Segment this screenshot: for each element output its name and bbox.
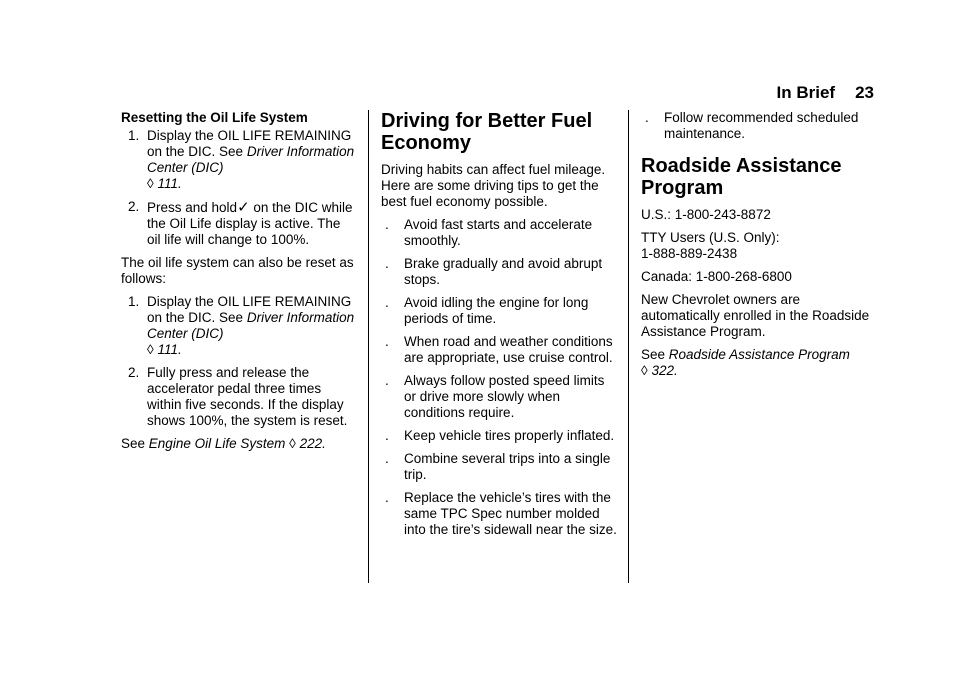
phone-tty: TTY Users (U.S. Only): 1-888-889-2438 bbox=[641, 230, 780, 261]
list-item: . Brake gradually and avoid abrupt stops. bbox=[385, 256, 603, 287]
tips-list bbox=[381, 217, 617, 538]
step-text: Display the OIL LIFE REMAINING on the DIC. See bbox=[147, 294, 352, 325]
ref-symbol-icon: ◊ bbox=[147, 176, 154, 191]
list-item: . Always follow posted speed limits or drive more slowly when conditions require. bbox=[385, 373, 605, 420]
list-item: . Combine several trips into a single trip. bbox=[385, 451, 611, 482]
list-item bbox=[121, 365, 357, 429]
step-text: on the DIC while the Oil Life display is active. The oil life will change to 100%. bbox=[147, 200, 353, 247]
phone-us: U.S.: 1-800-243-8872 bbox=[641, 207, 771, 222]
step-number: 1. bbox=[128, 128, 140, 143]
bullet-icon: . bbox=[645, 110, 649, 125]
section-title: In Brief bbox=[776, 83, 836, 102]
bullet-icon: . bbox=[385, 428, 389, 443]
bullet-icon: . bbox=[385, 256, 389, 271]
paragraph: New Chevrolet owners are automatically enrolled in the Roadside Assistance Program. bbox=[641, 292, 870, 339]
phone-canada: Canada: 1-800-268-6800 bbox=[641, 269, 792, 284]
see-reference: See Engine Oil Life System ◊ 222. bbox=[121, 436, 326, 451]
list-item: . Replace the vehicle’s tires with the same TPC Spec number molded into the tire’s sidewall near the size. bbox=[385, 490, 617, 537]
step-text: Display the OIL LIFE REMAINING on the DIC. See bbox=[147, 128, 352, 159]
page-number: 23 bbox=[855, 83, 874, 102]
page-header bbox=[777, 83, 874, 103]
list-item: . Avoid fast starts and accelerate smoothly. bbox=[385, 217, 593, 248]
column-divider bbox=[368, 110, 369, 583]
step-text: Press and hold bbox=[147, 200, 238, 215]
list-item: . When road and weather conditions are appropriate, use cruise control. bbox=[385, 334, 613, 365]
section-heading: Roadside Assistance Program bbox=[641, 155, 842, 199]
cross-reference[interactable]: Driver Information Center (DIC) ◊ 111. bbox=[147, 144, 355, 191]
cross-reference[interactable]: Roadside Assistance Program ◊ 322. bbox=[641, 347, 850, 378]
column-oil-life bbox=[121, 110, 357, 459]
bullet-icon: . bbox=[385, 451, 389, 466]
step-number: 1. bbox=[128, 294, 140, 309]
step-number: 2. bbox=[128, 365, 140, 380]
ref-symbol-icon: ◊ bbox=[289, 436, 296, 451]
paragraph: Driving habits can affect fuel mileage. Here are some driving tips to get the best fuel economy possible. bbox=[381, 162, 606, 209]
ref-symbol-icon: ◊ bbox=[147, 342, 154, 357]
list-item: . Keep vehicle tires properly inflated. bbox=[385, 428, 615, 443]
see-reference: See Roadside Assistance Program ◊ 322. bbox=[641, 347, 850, 378]
checkmark-icon: ✓ bbox=[237, 198, 250, 216]
column-divider bbox=[628, 110, 629, 583]
bullet-icon: . bbox=[385, 490, 389, 505]
column-roadside bbox=[641, 110, 877, 386]
steps-list bbox=[121, 128, 357, 248]
list-item bbox=[121, 199, 357, 248]
bullet-icon: . bbox=[385, 217, 389, 232]
ref-symbol-icon: ◊ bbox=[641, 363, 648, 378]
column-fuel-economy bbox=[381, 110, 617, 545]
list-item bbox=[121, 294, 357, 358]
cross-reference[interactable]: Engine Oil Life System ◊ 222. bbox=[148, 436, 326, 451]
list-item bbox=[121, 128, 357, 192]
tips-list bbox=[641, 110, 877, 142]
step-text: Fully press and release the accelerator pedal three times within five seconds. If the display shows 100%, the system is reset. bbox=[147, 365, 348, 428]
bullet-icon: . bbox=[385, 334, 389, 349]
bullet-icon: . bbox=[385, 295, 389, 310]
step-number: 2. bbox=[128, 199, 140, 214]
bullet-icon: . bbox=[385, 373, 389, 388]
cross-reference[interactable]: Driver Information Center (DIC) ◊ 111. bbox=[147, 310, 355, 357]
list-item: . Follow recommended scheduled maintenance. bbox=[645, 110, 859, 141]
section-heading: Driving for Better Fuel Economy bbox=[381, 110, 593, 154]
steps-list bbox=[121, 294, 357, 429]
paragraph: The oil life system can also be reset as follows: bbox=[121, 255, 354, 286]
section-heading: Resetting the Oil Life System bbox=[121, 110, 308, 125]
list-item: . Avoid idling the engine for long periods of time. bbox=[385, 295, 589, 326]
